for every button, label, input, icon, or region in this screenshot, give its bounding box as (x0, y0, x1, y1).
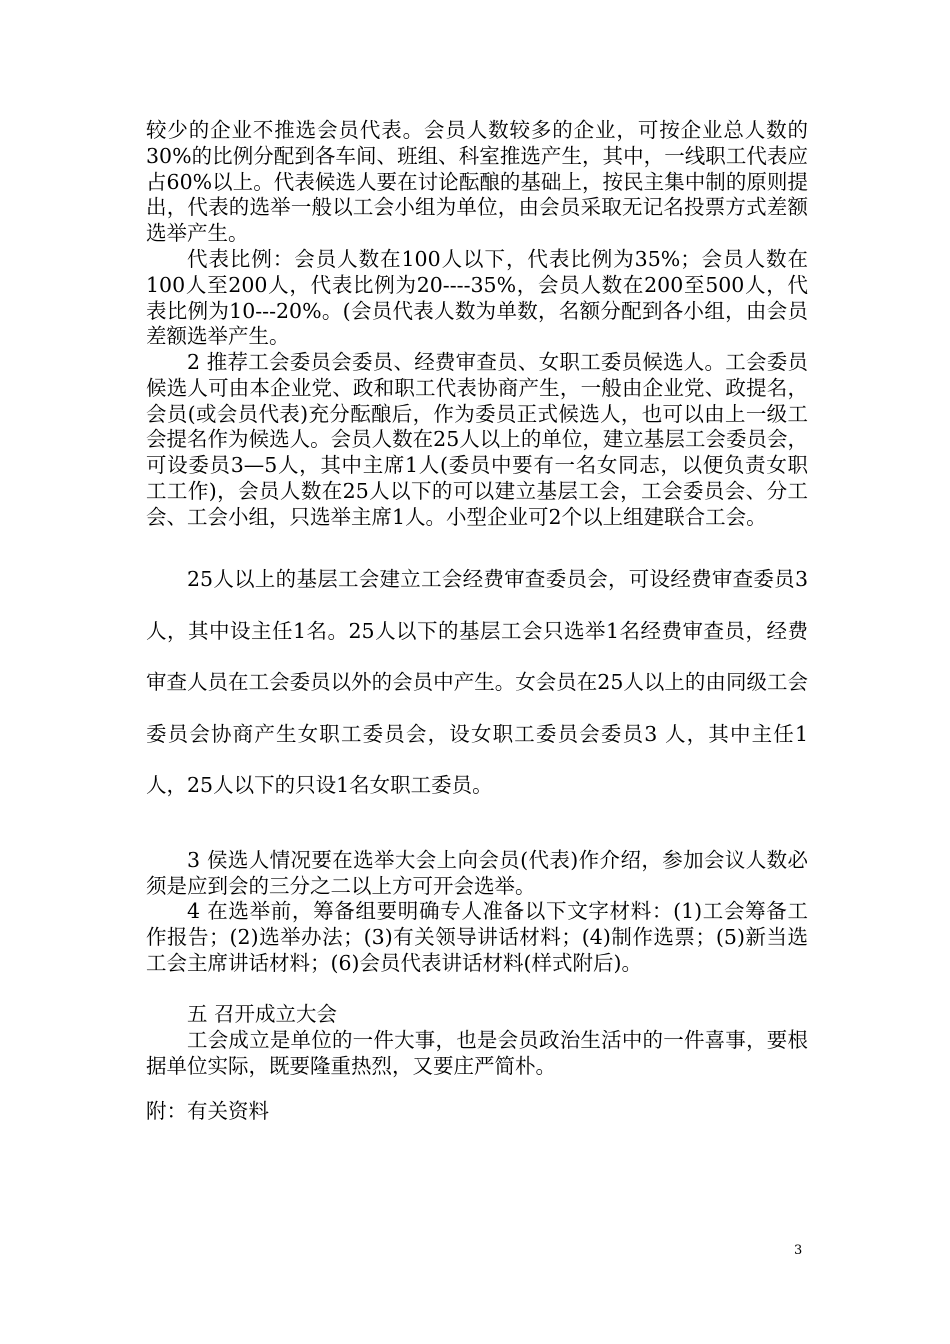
paragraph-candidate-introduction: 3 侯选人情况要在选举大会上向会员(代表)作介绍，参加会议人数必须是应到会的三分之二以上方可开会选举。 (146, 848, 808, 898)
paragraph-audit-committee: 25人以上的基层工会建立工会经费审查委员会，可设经费审查委员3人，其中设主任1名。25人以下的基层工会只选举1名经费审查员，经费审查人员在工会委员以外的会员中产生。女会员在25人以上的由同级工会委员会协商产生女职工委员会，设女职工委员会委员3 人，其中主任1人，25人以下的只设1名女职工委员。 (146, 567, 808, 798)
paragraph-representative-ratio: 代表比例：会员人数在100人以下，代表比例为35%；会员人数在100人至200人，代表比例为20----35%，会员人数在200至500人，代表比例为10---20%。(会员代表人数为单数，名额分配到各小组，由会员差额选举产生。 (146, 247, 808, 349)
page-number: 3 (794, 1243, 803, 1258)
section-heading-founding-meeting: 五 召开成立大会 (187, 1002, 338, 1026)
paragraph-recommend-candidates: 2 推荐工会委员会委员、经费审查员、女职工委员候选人。工会委员候选人可由本企业党、政和职工代表协商产生，一般由企业党、政提名，会员(或会员代表)充分酝酿后，作为委员正式候选人，也可以由上一级工会提名作为候选人。会员人数在25人以上的单位，建立基层工会委员会，可设委员3—5人，其中主席1人(委员中要有一名女同志，以便负责女职工工作)，会员人数在25人以下的可以建立基层工会，工会委员会、分工会、工会小组，只选举主席1人。小型企业可2个以上组建联合工会。 (146, 350, 808, 529)
paragraph-founding-meeting: 工会成立是单位的一件大事，也是会员政治生活中的一件喜事，要根据单位实际，既要隆重热烈，又要庄严简朴。 (146, 1028, 808, 1078)
paragraph-member-representatives: 较少的企业不推选会员代表。会员人数较多的企业，可按企业总人数的30%的比例分配到各车间、班组、科室推选产生，其中，一线职工代表应占60%以上。代表候选人要在讨论酝酿的基础上，按民主集中制的原则提出，代表的选举一般以工会小组为单位，由会员采取无记名投票方式差额选举产生。 (146, 118, 808, 246)
appendix-note: 附：有关资料 (146, 1099, 269, 1123)
paragraph-prepare-materials: 4 在选举前，筹备组要明确专人准备以下文字材料：(1)工会筹备工作报告；(2)选举办法；(3)有关领导讲话材料；(4)制作选票；(5)新当选工会主席讲话材料；(6)会员代表讲话材料(样式附后)。 (146, 899, 808, 975)
